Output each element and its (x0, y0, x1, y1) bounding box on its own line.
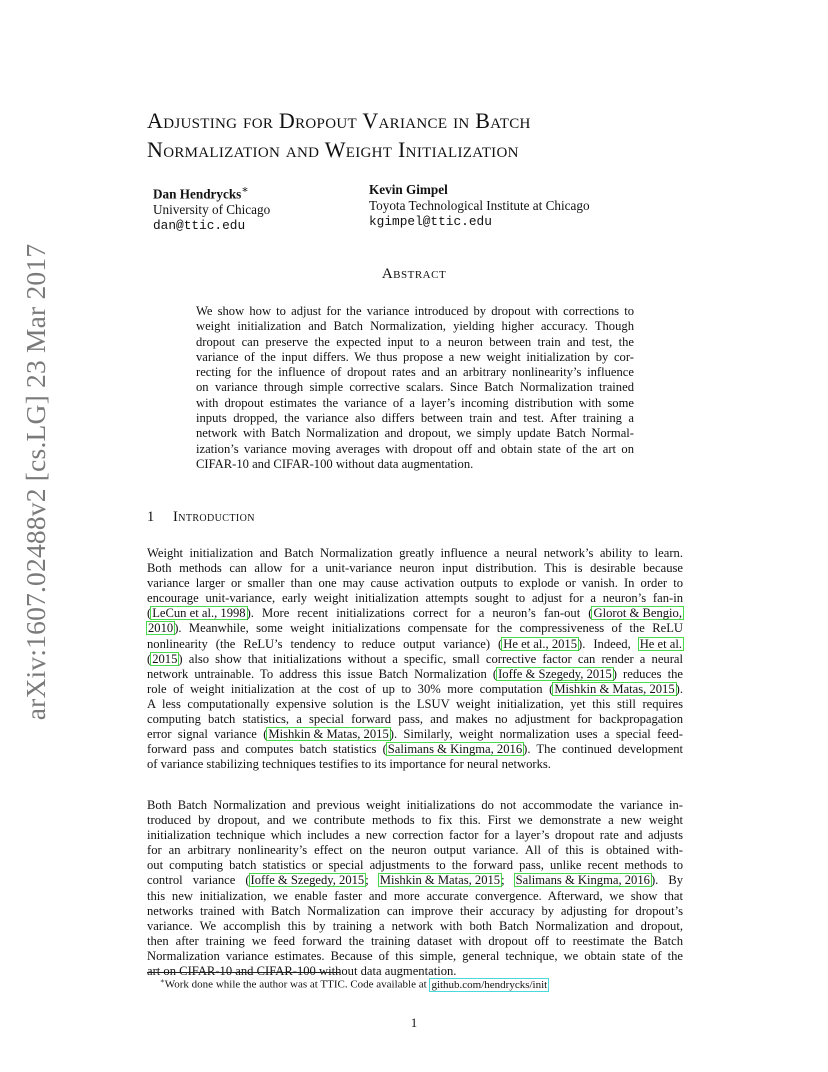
text-line (147, 757, 683, 772)
text-line (147, 828, 683, 843)
text-line (147, 904, 683, 919)
author-name: Kevin Gimpel (369, 182, 448, 197)
abstract-line: We show how to adjust for the variance introduced by dropout with corrections to (196, 304, 634, 318)
text-run: ) also show that initializations without a specific, small corrective factor can render a neural (178, 651, 683, 666)
text-run: of variance stabilizing techniques testifies to its importance for neural networks. (147, 757, 551, 772)
text-run: forward pass and computes batch statistics ( (147, 742, 387, 757)
text-run: ). By (650, 873, 684, 888)
abstract-line: weight initialization and Batch Normalization, yielding higher accuracy. Though (196, 319, 634, 334)
text-line (147, 934, 683, 949)
abstract-line: on variance through simple corrective scalars. Since Batch Normalization trained (196, 380, 634, 395)
section-number: 1 (147, 509, 155, 525)
text-run: ). More recent initializations correct for a neuron’s fan-out ( (246, 606, 593, 621)
author-name: Dan Hendrycks (153, 186, 242, 202)
arxiv-stamp-text: arXiv:1607.02488v2 [cs.LG] 23 Mar 2017 (20, 243, 51, 721)
abstract-line: with dropout estimates the variance of a layer’s incoming distribution with some (196, 395, 634, 410)
section-heading (147, 509, 255, 526)
footnote-rule (147, 972, 340, 973)
text-line (147, 712, 683, 727)
text-line (147, 843, 683, 858)
citation-link[interactable]: Glorot & Bengio, (593, 606, 682, 621)
intro-paragraph-2 (147, 798, 683, 979)
citation-link[interactable]: He et al. (639, 636, 682, 651)
text-run: network untrainable. To address this issue Batch Normalization ( (147, 666, 498, 681)
text-run: role of weight initialization at the cost of up to 30% more computation ( (147, 681, 554, 696)
abstract-line: CIFAR-10 and CIFAR-100 without data augmentation. (196, 456, 474, 471)
text-run: networks trained with Batch Normalization can improve their accuracy by adjusting for dropout’s (147, 903, 683, 918)
footnote-marker: ∗ (160, 977, 165, 985)
text-run: nonlinearity (the ReLU’s tendency to reduce output variance) ( (147, 636, 503, 651)
citation-link[interactable]: Salimans & Kingma, 2016 (515, 873, 650, 888)
text-run: then after training we feed forward the training dataset with dropout off to reestimate the Batch (147, 933, 683, 948)
citation-link[interactable]: Mishkin & Matas, 2015 (268, 727, 389, 742)
citation-link[interactable]: 2010 (148, 621, 174, 636)
author-block-1 (153, 182, 270, 234)
text-line (147, 919, 683, 934)
text-run: Both methods can allow for a unit-variance neuron input distribution. This is desirable because (147, 561, 683, 576)
text-run: for an arbitrary nonlinearity’s effect on the neuron output variance. All of this is obtained with- (147, 843, 683, 858)
text-line (147, 591, 683, 606)
text-line (147, 637, 683, 652)
text-line (147, 858, 683, 873)
abstract-line: dropout can preserve the expected input to a neuron between train and test, the (196, 334, 634, 349)
author-affiliation: University of Chicago (153, 202, 271, 218)
code-link[interactable]: github.com/hendrycks/init (431, 978, 548, 991)
text-line (147, 727, 683, 742)
text-run: initialization technique which includes a new correction factor for a layer’s dropout rate and adjusts (147, 828, 683, 843)
citation-link[interactable]: 2015 (152, 651, 178, 666)
text-run: Both Batch Normalization and previous weight initializations do not accommodate the variance in- (147, 798, 683, 812)
text-line (147, 889, 683, 904)
author-block-2 (369, 182, 590, 230)
text-run: art on CIFAR-10 and CIFAR-100 without data augmentation. (147, 964, 457, 979)
citation-link[interactable]: He et al., 2015 (503, 636, 578, 651)
text-line (147, 873, 683, 888)
text-run: variance larger or smaller than one may cause activation outputs to explode or vanish. In order to (147, 576, 683, 591)
arxiv-identifier-stamp (12, 243, 60, 721)
text-line (147, 813, 683, 828)
text-line (147, 561, 683, 576)
text-line (147, 697, 683, 712)
text-run: troduced by dropout, and we contribute methods to fix this. First we demonstrate a new weight (147, 813, 683, 828)
text-run: Normalization variance estimates. Because of this simple, general technique, we obtain state of the (147, 948, 683, 963)
author-email[interactable]: kgimpel@ttic.edu (369, 214, 492, 229)
author-footnote-marker: ∗ (241, 184, 249, 196)
abstract-line: network with Batch Normalization and dropout, we simply update Batch Normal- (196, 426, 634, 441)
text-line (147, 667, 683, 682)
text-line (147, 606, 683, 621)
text-run: Weight initialization and Batch Normalization greatly influence a neural network’s ability to learn. (147, 546, 683, 560)
paper-title (147, 106, 707, 164)
citation-link[interactable]: Mishkin & Matas, 2015 (379, 873, 501, 888)
page-number: 1 (410, 1016, 418, 1030)
abstract-line: recting for the influence of dropout rates and an arbitrary nonlinearity’s influence (196, 365, 634, 380)
text-run: ( (147, 606, 152, 621)
text-run: ; (365, 873, 379, 888)
text-run: A less computationally expensive solution is the LSUV weight initialization, yet this still requires (147, 696, 683, 711)
citation-link[interactable]: LeCun et al., 1998 (152, 606, 246, 621)
footnote (160, 977, 549, 991)
section-title: Introduction (173, 509, 255, 525)
citation-link[interactable]: Mishkin & Matas, 2015 (554, 681, 675, 696)
citation-link[interactable]: Ioffe & Szegedy, 2015 (250, 873, 365, 888)
intro-paragraph-1 (147, 546, 683, 772)
text-line (147, 798, 683, 813)
text-run: variance. We accomplish this by training a network with both Batch Normalization and dropout, (147, 918, 683, 933)
text-run: this new initialization, we enable faster and more accurate convergence. Afterward, we show that (147, 888, 683, 903)
text-run: error signal variance ( (147, 727, 268, 742)
text-run: ). Similarly, weight normalization uses a special feed- (389, 727, 683, 742)
text-line (147, 652, 683, 667)
text-run: ). (675, 681, 683, 696)
text-run: ). Indeed, (578, 636, 639, 651)
text-line (147, 576, 683, 591)
text-line (147, 546, 683, 561)
footnote-text: Work done while the author was at TTIC. Code available at (164, 978, 430, 991)
text-line (147, 949, 683, 964)
author-email[interactable]: dan@ttic.edu (153, 218, 246, 234)
text-run: out computing batch statistics or special adjustments to the forward pass, unlike recent methods to (147, 858, 683, 873)
text-run: encourage unit-variance, early weight initialization attempts sought to adjust for a neuron’s fan-in (147, 591, 683, 606)
text-run: ) reduces the (612, 666, 683, 681)
text-run: computing batch statistics, a special forward pass, and makes no adjustment for backpropagation (147, 712, 683, 727)
abstract-line: inputs dropped, the variance also differs between train and test. After training a (196, 411, 634, 426)
text-line (147, 742, 683, 757)
text-run: ; (501, 873, 515, 888)
text-run: ). Meanwhile, some weight initializations compensate for the compressiveness of the ReLU (174, 621, 683, 636)
abstract-heading: Abstract (381, 266, 447, 282)
author-affiliation: Toyota Technological Institute at Chicago (369, 198, 590, 213)
title-line-2: Normalization and Weight Initialization (147, 137, 519, 162)
abstract-text (196, 304, 634, 472)
citation-link[interactable]: Ioffe & Szegedy, 2015 (498, 666, 612, 681)
citation-link[interactable]: Salimans & Kingma, 2016 (387, 742, 523, 757)
abstract-line: ization’s variance moving averages with dropout off and obtain state of the art on (196, 441, 634, 456)
text-line (147, 682, 683, 697)
title-line-1: Adjusting for Dropout Variance in Batch (147, 108, 531, 133)
text-run: control variance ( (147, 873, 250, 888)
abstract-line: variance of the input differs. We thus propose a new weight initialization by cor- (196, 349, 634, 364)
text-run: ). The continued development (523, 742, 683, 757)
text-run: ( (147, 651, 152, 666)
text-line (147, 621, 683, 636)
